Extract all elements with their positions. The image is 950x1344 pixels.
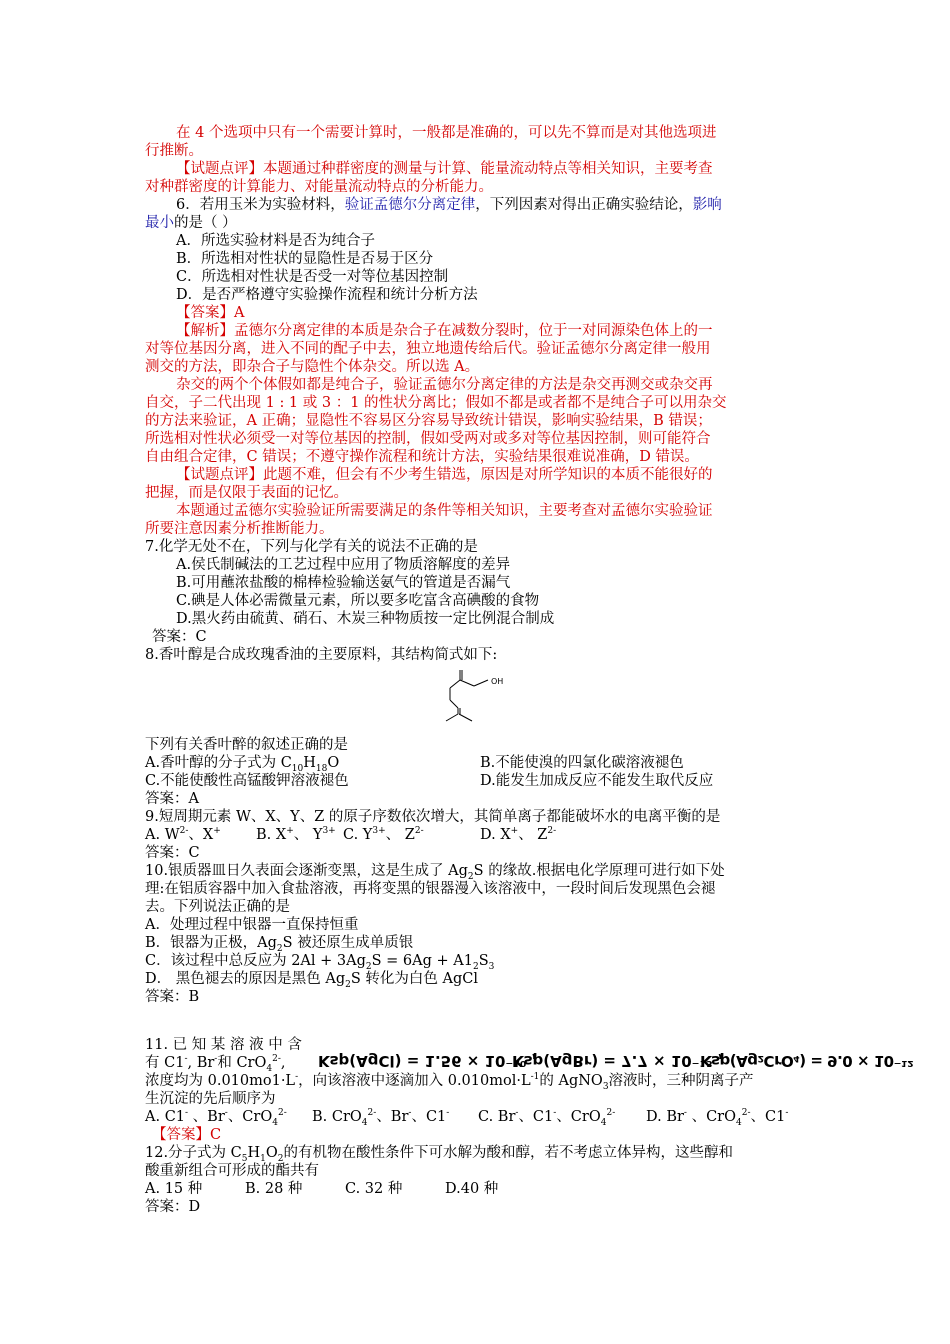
option-text: A. W: [145, 827, 180, 843]
ksp-ag2cro4-image-text: Ksp(Ag₂CrO₄) = 9.0 × 10⁻¹²: [700, 1052, 914, 1070]
q9-stem: 9.短周期元素 W、X、Y、Z 的原子序数依次增大，其简单离子都能破坏水的电离平衡的是: [145, 809, 721, 825]
q7-option-c: C.碘是人体必需微量元素，所以要多吃富含高碘酸的食物: [176, 593, 540, 609]
subscript: 5: [241, 1153, 248, 1164]
q11-option-a: A. C1- 、Br-、CrO$_4^{2-}$: [145, 1108, 287, 1128]
q6-review-line3: 本题通过孟德尔实验验证所需要满足的条件等相关知识，主要考查对孟德尔实验验证: [176, 503, 713, 519]
geraniol-structure-diagram: [438, 668, 518, 724]
subscript: 2: [472, 961, 479, 972]
q9-option-d: [480, 826, 556, 844]
superscript: 2-: [179, 826, 189, 837]
q5-review-line1: [176, 160, 713, 178]
q6-review-line4: 所要注意因素分析推断能力。: [145, 521, 334, 537]
option-text: D． 黑色褪去的原因是黑色 Ag: [145, 971, 346, 987]
option-text: 、X: [188, 827, 214, 843]
stem-text: ,: [280, 1055, 286, 1071]
q8-option-b: B.不能使溴的四氯化碳溶液褪色: [480, 755, 684, 771]
q10-option-a: A．处理过程中银器一直保持恒重: [145, 917, 359, 933]
q8-answer: 答案：A: [145, 791, 199, 807]
option-text: 、 Z: [385, 827, 415, 843]
option-text: A.香叶醇的分子式为 C: [145, 755, 292, 771]
superscript: 2-: [414, 826, 424, 837]
q11-stem-line2: [145, 1054, 286, 1072]
stem-text: 浓度均为 0.010mo1·L: [145, 1073, 296, 1089]
q10-option-d: [145, 970, 478, 988]
stem-text: ，向该溶液中逐滴加入 0.010mol·L: [298, 1073, 531, 1089]
option-text: S 被还原生成单质银: [282, 935, 414, 951]
superscript: 2-: [547, 826, 557, 837]
stem-text: 6．若用玉米为实验材料，: [176, 197, 345, 213]
q11-option-b: B. CrO$_4^{2-}$、Br-、C1-: [312, 1108, 450, 1128]
superscript: -: [295, 1072, 299, 1083]
q7-option-d: D.黑火药由硫黄、硝石、木炭三种物质按一定比例混合制成: [176, 611, 555, 627]
q8-option-d: D.能发生加成反应不能发生取代反应: [480, 773, 714, 789]
stem-highlight: 影响: [692, 197, 722, 213]
q9-answer: 答案：C: [145, 845, 200, 861]
q10-stem-line2: 理:在铝质容器中加入食盐溶液，再将变黑的银器漫入该溶液中，一段时间后发现黑色会褪: [145, 881, 716, 897]
q6-analysis-line8: 自由组合定律，C 错误；不遵守操作流程和统计方法，实验结果很难说准确，D 错误。: [145, 449, 699, 465]
q12-stem-line2: 酸重新组合可形成的酯共有: [145, 1163, 319, 1179]
q7-option-b: B.可用蘸浓盐酸的棉棒检验输送氨气的管道是否漏气: [176, 575, 511, 591]
q6-option-d: D．是否严格遵守实验操作流程和统计分析方法: [176, 287, 478, 303]
stem-text: , Br: [187, 1055, 215, 1071]
hydroxyl-label: OH: [491, 677, 504, 686]
option-text: 、 Y: [293, 827, 323, 843]
q9-option-a: [145, 826, 221, 844]
q7-option-a: A.侯氏制碱法的工艺过程中应用了物质溶解度的差异: [176, 557, 511, 573]
stem-text: ，下列因素对得出正确实验结论，: [475, 197, 693, 213]
subscript: 18: [315, 763, 328, 774]
q10-answer: 答案：B: [145, 989, 200, 1005]
stem-text: H: [247, 1145, 261, 1161]
q12-option-b: B. 28 种: [245, 1181, 303, 1197]
q12-option-a: A. 15 种: [145, 1181, 203, 1197]
option-text: O: [327, 755, 340, 771]
review-label: 【试题点评】: [176, 161, 263, 177]
q6-analysis-line1: [176, 322, 713, 340]
q11-option-c: C. Br-、C1-、CrO$_4^{2-}$: [478, 1108, 616, 1128]
q6-analysis-line2: 对等位基因分离，进入不同的配子中去，独立地遗传给后代。验证孟德尔分离定律一般用: [145, 341, 711, 357]
q5-tip-line1: 在 4 个选项中只有一个需要计算时，一般都是准确的，可以先不算而是对其他选项进: [176, 125, 717, 141]
superscript: -: [184, 1054, 188, 1065]
stem-text: 的 AgNO: [539, 1073, 603, 1089]
option-text: S = 6Ag + A1: [371, 953, 473, 969]
subscript: 2: [467, 871, 474, 882]
subscript: 4: [266, 1063, 273, 1074]
option-text: D. X: [480, 827, 511, 843]
q6-analysis-line6: 的方法来验证，A 正确；显隐性不容易区分容易导致统计错误，影响实验结果，B 错误；: [145, 413, 712, 429]
q11-stem-line1: 11. 已 知 某 溶 液 中 含: [145, 1037, 302, 1053]
q6-analysis-line7: 所选相对性状必须受一对等位基因的控制，假如受两对或多对等位基因控制，则可能符合: [145, 431, 711, 447]
q12-stem-line1: [145, 1144, 733, 1162]
stem-highlight: 验证孟德尔分离定律: [344, 197, 476, 213]
superscript: 3+: [372, 826, 386, 837]
q10-stem-line3: 去。下列说法正确的是: [145, 899, 290, 915]
q6-option-c: C．所选相对性状是否受一对等位基因控制: [176, 269, 449, 285]
q6-stem-line1: [176, 196, 722, 214]
q5-tip-line2: 行推断。: [145, 143, 203, 159]
option-text: C. Br: [478, 1109, 516, 1125]
q7-answer: 答案：C: [152, 629, 207, 645]
q11-stem-line3: [145, 1072, 754, 1090]
q8-stem: 8.香叶醇是合成玫瑰香油的主要原料，其结构简式如下:: [145, 647, 498, 663]
superscript: +: [286, 826, 294, 837]
q7-stem: 7.化学无处不在，下列与化学有关的说法不正确的是: [145, 539, 478, 555]
option-text: H: [303, 755, 316, 771]
stem-text: 的是（ ）: [174, 215, 237, 231]
subscript: 2: [345, 979, 351, 990]
q12-answer: 答案：D: [145, 1199, 201, 1215]
analysis-label: 【解析】: [176, 323, 234, 339]
q11-option-d: D. Br- 、CrO$_4^{2-}$、C1-: [646, 1108, 789, 1128]
q6-option-a: A．所选实验材料是否为纯合子: [176, 233, 375, 249]
superscript: +: [213, 826, 221, 837]
option-text: 、 Z: [518, 827, 548, 843]
option-text: B．银器为正极，Ag: [145, 935, 277, 951]
superscript: +: [510, 826, 519, 837]
stem-text: 溶液时，三种阴离子产: [608, 1073, 754, 1089]
stem-highlight: 最小: [145, 215, 174, 231]
subscript: 3: [488, 961, 495, 972]
stem-text: S 的缘故.根据电化学原理可进行如下处: [473, 863, 725, 879]
option-text: D. Br: [646, 1109, 684, 1125]
q12-option-d: D.40 种: [445, 1181, 499, 1197]
analysis-text: 孟德尔分离定律的本质是杂合子在减数分裂时，位于一对同源染色体上的一: [234, 323, 713, 339]
review-text: 本题通过种群密度的测量与计算、能量流动特点等相关知识，主要考查: [263, 161, 713, 177]
q6-review-line1: [176, 466, 713, 484]
q10-option-b: [145, 934, 413, 952]
subscript: 2: [276, 943, 283, 954]
option-text: B. CrO: [312, 1109, 362, 1125]
subscript: 3: [602, 1081, 609, 1092]
superscript: -: [214, 1054, 218, 1065]
subscript: 1: [260, 1153, 266, 1164]
q6-analysis-line3: 测交的方法，即杂合子与隐性个体杂交。所以选 A。: [145, 359, 480, 375]
q12-option-c: C. 32 种: [345, 1181, 403, 1197]
stem-text: 有 C1: [145, 1055, 185, 1071]
subscript: 10: [291, 763, 304, 774]
review-label: 【试题点评】: [176, 467, 263, 483]
option-text: S: [478, 953, 489, 969]
superscript: 3+: [322, 826, 336, 837]
q5-review-line2: 对种群密度的计算能力、对能量流动特点的分析能力。: [145, 179, 493, 195]
option-text: C. Y: [343, 827, 373, 843]
stem-text: 和 CrO: [217, 1055, 267, 1071]
q10-option-c: [145, 952, 494, 970]
ksp-agbr-image-text: Ksp(AgBr) = 7.7 × 10⁻¹³ ,: [512, 1052, 724, 1070]
q6-review-line2: 把握，而是仅限于表面的记忆。: [145, 485, 348, 501]
option-text: S 转化为白色 AgCl: [350, 971, 478, 987]
stem-text: 的有机物在酸性条件下可水解为酸和醇，若不考虑立体异构，这些醇和: [283, 1145, 734, 1161]
q6-analysis-line5: 自交，子二代出现 1 : 1 或 3 ：1 的性状分离比；假如不都是或者都不是纯合子可以用杂交: [145, 395, 727, 411]
stem-text: O: [265, 1145, 278, 1161]
q11-answer: 【答案】C: [152, 1127, 222, 1143]
q10-stem-line1: [145, 862, 725, 880]
q6-stem-line2: [145, 214, 237, 232]
review-text: 此题不难，但会有不少考生错选，原因是对所学知识的本质不能很好的: [263, 467, 713, 483]
stem-text: 10.银质器皿日久表面会逐渐变黑，这是生成了 Ag: [145, 863, 468, 879]
subscript: 2: [277, 1153, 284, 1164]
ksp-agcl-image-text: Ksp(AgCl) = 1.56 × 10⁻¹⁰ ,: [318, 1052, 538, 1070]
q11-stem-line4: 生沉淀的先后顺序为: [145, 1091, 276, 1107]
q6-answer: 【答案】A: [176, 305, 245, 321]
option-text: B. X: [256, 827, 287, 843]
q8-option-a: [145, 754, 339, 772]
superscript: 2-: [272, 1054, 281, 1065]
q9-option-c: [343, 826, 424, 844]
superscript: -1: [530, 1072, 540, 1083]
q6-analysis-line4: 杂交的两个个体假如都是纯合子，验证孟德尔分离定律的方法是杂交再测交或杂交再: [176, 377, 713, 393]
subscript: 2: [365, 961, 372, 972]
option-text: A. C1: [145, 1109, 186, 1125]
option-text: C．该过程中总反应为 2Al + 3Ag: [145, 953, 366, 969]
q9-option-b: [256, 826, 336, 844]
q8-option-c: C.不能使酸性高锰酸钾溶液褪色: [145, 773, 349, 789]
q6-option-b: B．所选相对性状的显隐性是否易于区分: [176, 251, 434, 267]
stem-text: 12.分子式为 C: [145, 1145, 242, 1161]
q8-lead: 下列有关香叶醉的叙述正确的是: [145, 737, 348, 753]
